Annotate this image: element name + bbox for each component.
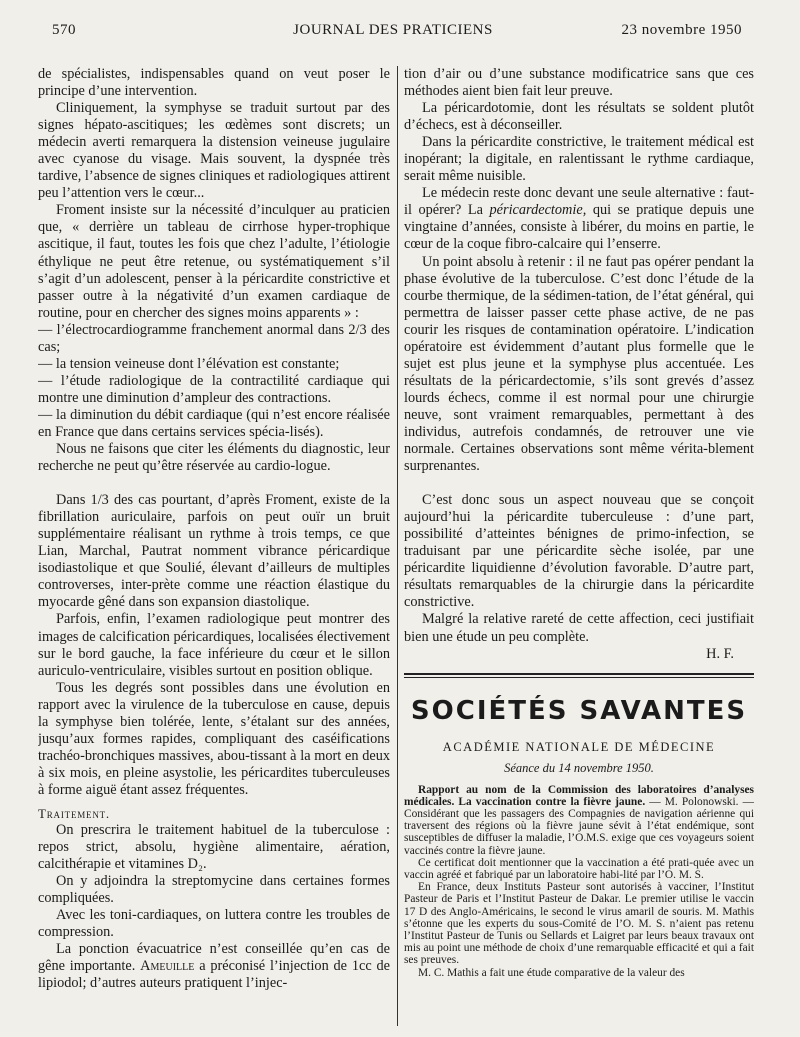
column-divider [397, 66, 398, 1026]
report-body [404, 784, 754, 979]
paragraph: Tous les degrés sont possibles dans une évolution en rapport avec la virulence de la tuberculose en cause, depuis la symphyse bien tolérée, lente, s’étalant sur des années, jusqu’aux formes rapides, compliquant des caséifications trachéo-bronchiques massives, abou-tissant à la mort en deux à six mois, en pleine asystolie, les péricardites tuberculeuses à forme aiguë étant assez fréquentes. [38, 679, 390, 798]
paragraph: Cliniquement, la symphyse se traduit surtout par des signes hépato-ascitiques; les œdèmes sont discrets; un médecin averti remarquera la distension veineuse jugulaire avec cyanose du visage. Mais souvent, la dyspnée très tardive, l’absence de signes cliniques et radiologiques attirent peu l’attention vers le cœur... [38, 100, 390, 202]
paragraph: La péricardotomie, dont les résultats se soldent plutôt d’échecs, est à déconseiller. [404, 100, 754, 134]
paragraph [404, 784, 754, 857]
paragraph: Nous ne faisons que citer les éléments du diagnostic, leur recherche ne peut qu’être réservée au cardio-logue. [38, 441, 390, 475]
paragraph: En France, deux Instituts Pasteur sont autorisés à vacciner, l’Institut Pasteur de Paris et l’Institut Pasteur de Dakar. Le premier utilise le vaccin 17 D des Anglo-Américains, le second le virus amaril de souris. M. Mathis s’étonne que les experts du sous-Comité de l’O. M. S. n’aient pas retenu l’Institut Pasteur de Tunis ou Sellards et Laigret par leurs beaux travaux ont mis au point une méthode de choix d’une remarquable efficacité et qui a fait ses preuves. [404, 881, 754, 967]
author-name: Ameuille [140, 958, 195, 975]
academy-heading: ACADÉMIE NATIONALE DE MÉDECINE [442, 739, 716, 754]
list-item: — la tension veineuse dont l’élévation est constante; [38, 355, 340, 372]
section-heading: Traitement. [38, 805, 110, 821]
emphasis: péricardectomie, [489, 202, 587, 219]
list-item: — la diminution du débit cardiaque (qui n’est encore réalisée en France que dans certains services spécia-lisés). [38, 406, 390, 440]
signature: H. F. [706, 645, 734, 662]
section-rule [404, 673, 754, 678]
paragraph: Dans la péricardite constrictive, le traitement médical est inopérant; la digitale, en ralentissant le rythme cardiaque, serait même nuisible. [404, 134, 754, 185]
paragraph: Froment insiste sur la nécessité d’inculquer au praticien que, « derrière un tableau de cirrhose hyper-trophique ascitique, il faut, toutes les fois que chez l’adulte, l’étiologie éthylique ne peut être retenue, ou systématiquement s’il s’agit d’un adolescent, penser à la péricardite constrictive et passer outre à la négativité d’un examen cardiaque de routine, pour en chercher des signes moins apparents » : [38, 202, 390, 321]
paragraph: M. C. Mathis a fait une étude comparative de la valeur des [418, 966, 685, 979]
journal-title: JOURNAL DES PRATICIENS [293, 22, 493, 38]
list-item: — l’étude radiologique de la contractilité cardiaque qui montre une diminution d’ampleur des contractions. [38, 372, 390, 406]
rule-thin [404, 677, 754, 678]
issue-date: 23 novembre 1950 [621, 22, 742, 38]
paragraph [38, 941, 390, 992]
session-date: Séance du 14 novembre 1950. [504, 760, 654, 775]
paragraph: Ce certificat doit mentionner que la vaccination a été prati-quée avec un vaccin agréé et fabriqué par un laboratoire habi-lité par l’O. M. S. [404, 856, 754, 882]
paragraph: tion d’air ou d’une substance modificatrice sans que ces méthodes aient bien fait leur preuve. [404, 66, 754, 100]
list-item: — l’électrocardiogramme franchement anormal dans 2/3 des cas; [38, 321, 390, 355]
paragraph: Malgré la relative rareté de cette affection, ceci justifiait bien une étude un peu complète. [404, 611, 754, 645]
page-number: 570 [52, 22, 76, 38]
section-title: SOCIÉTÉS SAVANTES [410, 695, 748, 726]
paragraph: On y adjoindra la streptomycine dans certaines formes compliquées. [38, 873, 390, 907]
text-run: Le médecin reste donc devant une seule alternative : faut-il opérer? La [404, 185, 754, 219]
right-column [404, 66, 754, 1026]
paragraph: de spécialistes, indispensables quand on veut poser le principe d’une intervention. [38, 66, 390, 100]
paragraph: C’est donc sous un aspect nouveau que se conçoit aujourd’hui la péricardite tuberculeuse : d’une part, possibilité d’atteintes bénignes de primo-infection, se traduisant par une péricardite sèche isolée, par une péricardite liquidienne d’évolution favorable. D’autre part, résultats remarquables de la chirurgie dans la péricardite constrictive. [404, 492, 754, 611]
paragraph: Parfois, enfin, l’examen radiologique peut montrer des images de calcification péricardiques, localisées électivement sur le bord gauche, la face inférieure du cœur et le sillon auriculo-ventriculaire, visibles surtout en position oblique. [38, 611, 390, 679]
text-run: La ponction évacuatrice n’est conseillée qu’en cas de gêne importante. [38, 941, 390, 975]
article-continuation [404, 66, 754, 663]
paragraph: On prescrira le traitement habituel de la tuberculose : repos strict, absolu, hygiène alimentaire, aération, calcithérapie et vitamines D₂. [38, 822, 390, 873]
paragraph: Dans 1/3 des cas pourtant, d’après Froment, existe de la fibrillation auriculaire, parfois on peut ouïr un bruit supplémentaire réalisant un rythme à trois temps, ce que Lian, Marchal, Pautrat nomment vibrance péricardique isodiastolique et que Soulié, élevant d’ailleurs de multiples controverses, inter-prète comme une réaction élastique du myocarde gêné dans son expansion diastolique. [38, 492, 390, 611]
running-header [38, 22, 748, 44]
report-title: Rapport au nom de la Commission des laboratoires d’analyses médicales. La vaccination contre la fièvre jaune. [404, 783, 754, 808]
paragraph: Un point absolu à retenir : il ne faut pas opérer pendant la phase évolutive de la tuberculose. C’est donc l’étude de la courbe thermique, de la sédimen-tation, de l’état général, qui permettra de laisser passer cette phase active, de ne pas courir les risques de contamination opératoire. L’indication opératoire est évidemment d’autant plus formelle que le sujet est plus jeune et la symphyse plus accentuée. Les résultats de la péricardectomie, s’ils sont grevés d’assez lourds échecs, comme il est normal pour une chirurgie neuve, sont vraiment remarquables, permettant à des individus, autrefois condamnés, de retrouver une vie normale. Certaines observations sont même vérita-blement surprenantes. [404, 253, 754, 475]
paragraph [404, 185, 754, 253]
text-run: qui se pratique depuis une vingtaine d’années, consiste à libérer, du moins en partie, le cœur de la coque fibro-calcaire qui l’enserre. [404, 202, 754, 253]
left-column [38, 66, 390, 1026]
paragraph: Avec les toni-cardiaques, on luttera contre les troubles de compression. [38, 907, 390, 941]
text-run: a préconisé l’injection de 1cc de lipiodol; d’autres auteurs pratiquent l’injec- [38, 958, 390, 992]
report-author: — M. Polonowski. [649, 795, 739, 808]
rule-thick [404, 673, 754, 675]
text-run: — Considérant que les passagers des Compagnies de navigation aérienne qui traversent des régions où la fièvre jaune sévit à l’état endémique, sont susceptibles de diffuser la maladie, l’O.M.S. exige que ces voyageurs soient vaccinés contre la fièvre jaune. [404, 795, 754, 857]
